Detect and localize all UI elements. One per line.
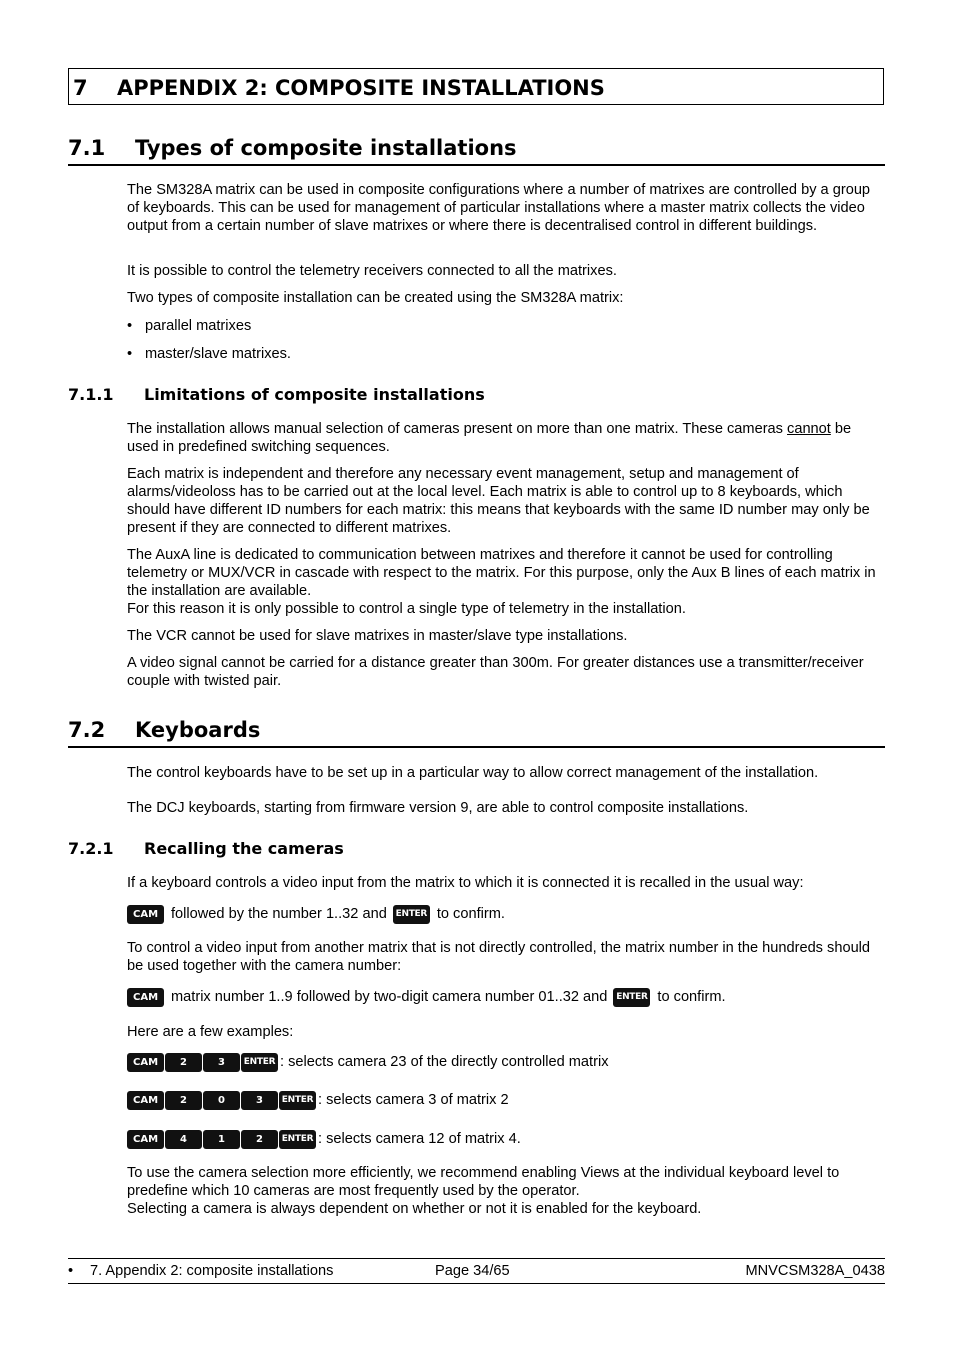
- paragraph: Selecting a camera is always dependent on whether or not it is enabled for the keyboard.: [127, 1201, 702, 1217]
- underlined-word: cannot: [787, 421, 831, 437]
- key-example-row: [127, 1129, 521, 1149]
- bullet-glyph: •: [127, 346, 133, 362]
- digit-key-icon: 2: [165, 1053, 202, 1072]
- footer-bullet: •: [68, 1263, 74, 1279]
- chapter-number: 7: [73, 76, 88, 100]
- footer-section-name: 7. Appendix 2: composite installations: [90, 1263, 334, 1279]
- paragraph: If a keyboard controls a video input from the matrix to which it is connected it is recalled in the usual way:: [127, 875, 804, 891]
- paragraph: The DCJ keyboards, starting from firmware version 9, are able to control composite installations.: [127, 800, 749, 816]
- digit-key-icon: 3: [241, 1091, 278, 1110]
- section-title: Types of composite installations: [135, 136, 517, 160]
- section-number: 7.1: [68, 136, 106, 160]
- subsection-number: 7.1.1: [68, 385, 114, 404]
- subsection-title: Limitations of composite installations: [144, 385, 485, 404]
- paragraph: The VCR cannot be used for slave matrixes in master/slave type installations.: [127, 628, 628, 644]
- subsection-number: 7.2.1: [68, 839, 114, 858]
- page-footer: [68, 1258, 885, 1284]
- section-title: Keyboards: [135, 718, 261, 742]
- enter-key-icon: ENTER: [279, 1091, 316, 1110]
- instruction-text: followed by the number 1..32 and: [171, 906, 387, 922]
- section-heading-7-1: [68, 136, 885, 166]
- example-text: : selects camera 23 of the directly controlled matrix: [280, 1054, 609, 1070]
- paragraph: Each matrix is independent and therefore any necessary event management, setup and management of alarms/videoloss has to be carried out at the local level. Each matrix is able to control up to 8 keyboards, which should have different ID numbers for each matrix: this means that keyboards with the same ID number may only be present if they are connected to different matrixes.: [127, 466, 870, 536]
- paragraph: It is possible to control the telemetry receivers connected to all the matrixes.: [127, 263, 617, 279]
- chapter-heading: [68, 68, 884, 105]
- digit-key-icon: 2: [241, 1130, 278, 1149]
- key-instruction-row: [127, 987, 726, 1007]
- paragraph: Two types of composite installation can be created using the SM328A matrix:: [127, 290, 624, 306]
- chapter-title: APPENDIX 2: COMPOSITE INSTALLATIONS: [117, 76, 605, 100]
- digit-key-icon: 1: [203, 1130, 240, 1149]
- paragraph: A video signal cannot be carried for a distance greater than 300m. For greater distances use a transmitter/receiver couple with twisted pair.: [127, 655, 864, 689]
- enter-key-icon: ENTER: [241, 1053, 278, 1072]
- digit-key-icon: 0: [203, 1091, 240, 1110]
- paragraph: [127, 420, 877, 456]
- paragraph: For this reason it is only possible to control a single type of telemetry in the installation.: [127, 601, 686, 617]
- paragraph: The AuxA line is dedicated to communication between matrixes and therefore it cannot be used for controlling telemetry or MUX/VCR in cascade with respect to the matrix. For this purpose, only the Aux B lines of each matrix in the installation are available.: [127, 547, 876, 599]
- key-example-row: [127, 1052, 609, 1072]
- instruction-text: to confirm.: [436, 906, 505, 922]
- paragraph: To control a video input from another matrix that is not directly controlled, the matrix number in the hundreds should be used together with the camera number:: [127, 940, 871, 974]
- footer-document-code: MNVCSM328A_0438: [745, 1263, 885, 1279]
- instruction-text: matrix number 1..9 followed by two-digit camera number 01..32 and: [171, 989, 608, 1005]
- list-item-text: parallel matrixes: [145, 318, 252, 334]
- enter-key-icon: ENTER: [613, 988, 650, 1007]
- cam-key-icon: CAM: [127, 1053, 164, 1072]
- cam-key-icon: CAM: [127, 905, 164, 924]
- footer-page-number: Page 34/65: [435, 1263, 510, 1279]
- bullet-glyph: •: [127, 318, 133, 334]
- paragraph: Here are a few examples:: [127, 1024, 294, 1040]
- subsection-title: Recalling the cameras: [144, 839, 344, 858]
- cam-key-icon: CAM: [127, 988, 164, 1007]
- paragraph-text: The installation allows manual selection of cameras present on more than one matrix. These cameras: [127, 421, 783, 437]
- enter-key-icon: ENTER: [279, 1130, 316, 1149]
- cam-key-icon: CAM: [127, 1130, 164, 1149]
- paragraph: The control keyboards have to be set up in a particular way to allow correct management of the installation.: [127, 765, 819, 781]
- example-text: : selects camera 12 of matrix 4.: [318, 1131, 521, 1147]
- digit-key-icon: 3: [203, 1053, 240, 1072]
- list-item-text: master/slave matrixes.: [145, 346, 291, 362]
- key-example-row: [127, 1090, 509, 1110]
- paragraph-text: be used in predefined switching sequences.: [127, 421, 852, 455]
- instruction-text: to confirm.: [657, 989, 726, 1005]
- enter-key-icon: ENTER: [393, 905, 430, 924]
- digit-key-icon: 4: [165, 1130, 202, 1149]
- key-instruction-row: [127, 904, 505, 924]
- paragraph: To use the camera selection more efficiently, we recommend enabling Views at the individual keyboard level to predefine which 10 cameras are most frequently used by the operator.: [127, 1165, 840, 1199]
- section-heading-7-2: [68, 718, 885, 748]
- section-number: 7.2: [68, 718, 106, 742]
- cam-key-icon: CAM: [127, 1091, 164, 1110]
- digit-key-icon: 2: [165, 1091, 202, 1110]
- example-text: : selects camera 3 of matrix 2: [318, 1092, 509, 1108]
- paragraph: The SM328A matrix can be used in composite configurations where a number of matrixes are controlled by a group of keyboards. This can be used for management of particular installations where a master matrix collects the video output from a certain number of slave matrixes or where there is decentralised control in different buildings.: [127, 182, 871, 234]
